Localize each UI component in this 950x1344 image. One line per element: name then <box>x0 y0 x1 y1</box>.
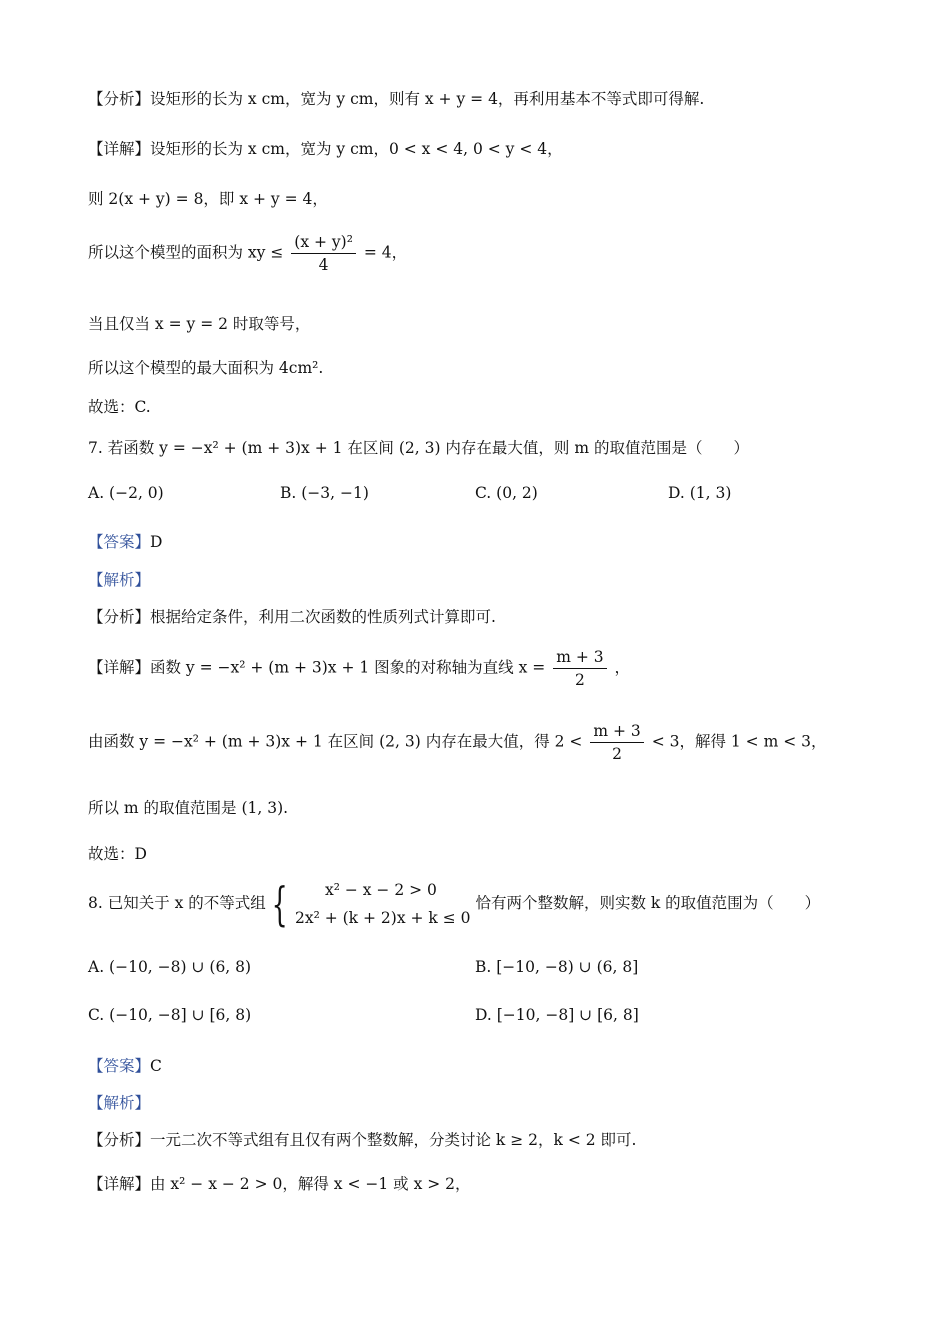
area-fraction <box>291 233 356 274</box>
detail-7c: 所以 m 的取值范围是 (1, 3). <box>88 799 289 817</box>
left-brace: { <box>271 877 288 931</box>
axis-fraction <box>553 648 606 689</box>
q8-suffix: 恰有两个整数解，则实数 k 的取值范围为（ ） <box>475 894 821 912</box>
q8-option-a: A. (−10, −8) ∪ (6, 8) <box>88 958 252 976</box>
answer-tag: 【答案】 <box>88 1057 151 1075</box>
answer-8 <box>88 1054 162 1076</box>
q7-option-c: C. (0, 2) <box>475 484 538 502</box>
axis-comma: ， <box>614 658 631 677</box>
range-result: < 3，解得 1 < m < 3， <box>651 732 827 751</box>
choice-line-6: 故选：C. <box>88 398 151 416</box>
detail-line-6a: 【详解】设矩形的长为 x cm，宽为 y cm，0 < x < 4, 0 < y < 4， <box>88 140 563 158</box>
question-7: 7. 若函数 y = −x² + (m + 3)x + 1 在区间 (2, 3) 内存在最大值，则 m 的取值范围是（ ） <box>88 439 749 457</box>
q8-option-d: D. [−10, −8] ∪ [6, 8] <box>475 1006 639 1024</box>
detail-7b <box>88 722 827 763</box>
range-fraction <box>590 722 643 763</box>
q7-option-a: A. (−2, 0) <box>88 484 164 502</box>
inequality-system <box>295 876 471 932</box>
analysis-7: 【分析】根据给定条件，利用二次函数的性质列式计算即可. <box>88 608 496 626</box>
range-fraction-den: 2 <box>612 745 622 763</box>
area-fraction-den: 4 <box>318 256 329 274</box>
answer-value: D <box>150 533 163 551</box>
q7-option-b: B. (−3, −1) <box>280 484 369 502</box>
answer-7 <box>88 530 162 552</box>
question-8 <box>88 876 820 932</box>
inequality-1: x² − x − 2 > 0 <box>324 881 437 899</box>
analysis-8: 【分析】一元二次不等式组有且仅有两个整数解，分类讨论 k ≥ 2，k < 2 即可. <box>88 1131 637 1149</box>
answer-value: C <box>150 1057 162 1075</box>
detail-line-6b: 则 2(x + y) = 8，即 x + y = 4， <box>88 190 328 208</box>
inequality-2: 2x² + (k + 2)x + k ≤ 0 <box>294 909 471 927</box>
q8-option-c: C. (−10, −8] ∪ [6, 8) <box>88 1006 252 1024</box>
solution-tag-7: 【解析】 <box>88 571 151 589</box>
q8-prefix: 8. 已知关于 x 的不等式组 <box>88 894 266 912</box>
detail-line-6c <box>88 233 407 274</box>
q7-option-d: D. (1, 3) <box>668 484 732 502</box>
area-fraction-num: (x + y)² <box>291 233 356 254</box>
detail-7a <box>88 648 630 689</box>
solution-tag-8: 【解析】 <box>88 1094 151 1112</box>
axis-text: 【详解】函数 y = −x² + (m + 3)x + 1 图象的对称轴为直线 x = <box>88 658 546 677</box>
area-result: = 4， <box>363 243 408 262</box>
detail-8: 【详解】由 x² − x − 2 > 0，解得 x < −1 或 x > 2， <box>88 1175 471 1193</box>
q8-option-b: B. [−10, −8) ∪ (6, 8] <box>475 958 639 976</box>
answer-tag: 【答案】 <box>88 533 151 551</box>
detail-line-6d: 当且仅当 x = y = 2 时取等号， <box>88 315 311 333</box>
range-fraction-num: m + 3 <box>590 722 643 743</box>
axis-fraction-den: 2 <box>574 671 585 689</box>
axis-fraction-num: m + 3 <box>553 648 606 669</box>
area-text: 所以这个模型的面积为 xy ≤ <box>88 243 284 262</box>
choice-7: 故选：D <box>88 845 147 863</box>
analysis-line-6: 【分析】设矩形的长为 x cm，宽为 y cm，则有 x + y = 4，再利用基本不等式即可得解. <box>88 90 705 108</box>
detail-line-6e: 所以这个模型的最大面积为 4cm². <box>88 359 324 377</box>
range-text: 由函数 y = −x² + (m + 3)x + 1 在区间 (2, 3) 内存在最大值，得 2 < <box>88 732 583 751</box>
